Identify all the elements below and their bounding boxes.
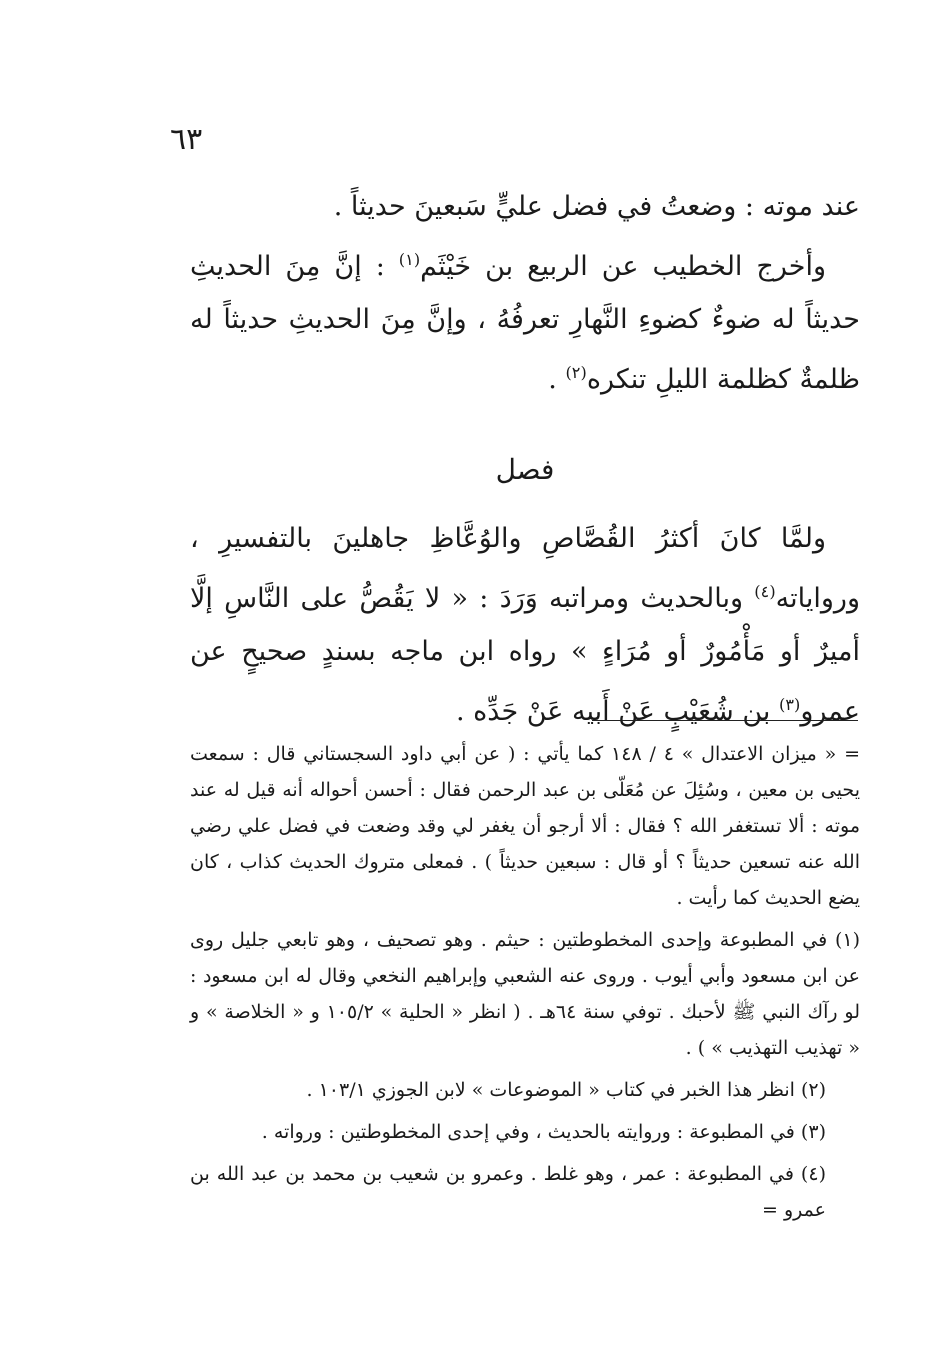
footnote-ref-2[interactable]: (٢) (565, 363, 587, 382)
footnote-ref-1[interactable]: (١) (398, 250, 421, 269)
footnote-4: (٤) في المطبوعة : عمر ، وهو غلط . وعمرو بن شعيب بن محمد بن عبد الله بن عمرو = (190, 1163, 826, 1221)
section-paragraph-part1: ولمَّا كانَ أكثرُ القُصَّاصِ والوُعَّاظِ جاهلينَ بالتفسيرِ ، ورواياته (190, 523, 860, 614)
footnote-continuation: = « ميزان الاعتدال » ٤ / ١٤٨ كما يأتي : ( عن أبي داود السجستاني قال : سمعت يحيى بن معين ، وسُئِلَ عن مُعَلّى بن عبد الرحمن فقال : أحسن أحواله أنه قيل له عند موته : ألا تستغفر الله ؟ فقال : ألا أرجو أن يغفر لي وقد وضعت في فضل علي رضي الله عنه تسعين حديثاً ؟ أو قال : سبعين حديثاً ) . فمعلى متروك الحديث كذاب ، كان يضع الحديث كما رأيت . (190, 743, 860, 909)
paragraph-2-text: وأخرج الخطيب عن الربيع بن خَيْثَم (420, 251, 826, 282)
section-text-block (190, 512, 860, 738)
section-paragraph-part3: بن شُعَيْبٍ عَنْ أَبيه عَنْ جَدِّه . (455, 696, 779, 727)
page-number: ٦٣ (170, 122, 203, 157)
paragraph-1: عند موته : وضعتُ في فضل عليٍّ سَبعينَ حديثاً . (333, 191, 860, 222)
footnote-ref-4[interactable]: (٤) (754, 582, 776, 601)
footnote-2: (٢) انظر هذا الخبر في كتاب « الموضوعات » لابن الجوزي ١٠٣/١ . (306, 1079, 826, 1101)
footnote-1: (١) في المطبوعة وإحدى المخطوطتين : حيثم . وهو تصحيف ، وهو تابعي جليل روى عن ابن مسعود وأبي أيوب . وروى عنه الشعبي وإبراهيم النخعي وقال له ابن مسعود : لو رآك النبي ﷺ لأحبك . توفي سنة ٦٤هـ . ( انظر « الحلية » ١٠٥/٢ و « الخلاصة » و « تهذيب التهذيب » ) . (190, 929, 860, 1059)
footnote-3: (٣) في المطبوعة : وروايته بالحديث ، وفي إحدى المخطوطتين : ورواته . (261, 1121, 826, 1143)
section-heading: فصل (495, 453, 555, 486)
main-text-block (190, 180, 860, 406)
paragraph-2-text-cont: : إنَّ مِنَ الحديثِ حديثاً له ضوءٌ كضوءِ النَّهارِ تعرفُهُ ، وإنَّ مِنَ الحديثِ حديثاً له ظلمةٌ كظلمة الليلِ تنكره (190, 251, 860, 395)
footnote-divider (592, 720, 858, 721)
paragraph-2 (190, 233, 860, 406)
section-paragraph (190, 512, 860, 738)
footnote-ref-3[interactable]: (٣) (778, 695, 801, 714)
paragraph-2-end: . (548, 364, 566, 395)
section-paragraph-part2: وبالحديث ومراتبه وَرَدَ : « لا يَقُصُّ على النَّاسِ إلَّا أميرٌ أو مَأْمُورٌ أو مُرَاءٍ » رواه ابن ماجه بسندٍ صحيحٍ عن عمرو (190, 583, 860, 727)
footnotes-area (190, 736, 860, 1234)
